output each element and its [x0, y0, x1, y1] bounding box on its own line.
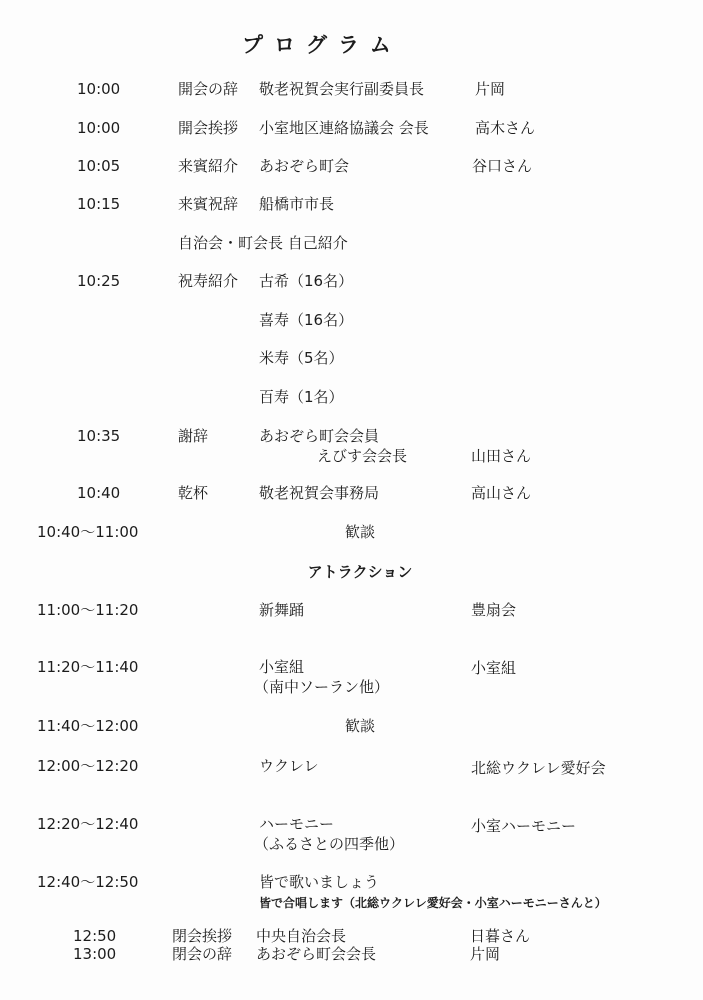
time: 12:40〜12:50: [37, 873, 139, 891]
time: 10:40〜11:00: [37, 523, 139, 541]
detail: 歓談: [344, 523, 376, 541]
detail: 百寿（1名）: [259, 388, 344, 406]
item: 祝寿紹介: [178, 272, 239, 290]
item: 閉会挨拶: [172, 927, 233, 945]
time: 12:50: [73, 927, 117, 945]
person: 日暮さん: [470, 927, 531, 945]
detail: 喜寿（16名）: [259, 311, 354, 329]
person: 山田さん: [471, 447, 532, 465]
person: 高木さん: [475, 119, 536, 137]
time: 11:00〜11:20: [37, 601, 139, 619]
detail: 歓談: [344, 717, 376, 735]
item: 開会の辞: [178, 80, 239, 98]
person: 谷口さん: [472, 157, 533, 175]
item: 来賓紹介: [178, 157, 239, 175]
time: 10:25: [77, 272, 121, 290]
detail: 小室地区連絡協議会 会長: [259, 119, 429, 137]
detail: 敬老祝賀会実行副委員長: [259, 80, 425, 98]
detail: 中央自治会長: [256, 927, 347, 945]
time: 11:40〜12:00: [37, 717, 139, 735]
item: 自治会・町会長 自己紹介: [178, 234, 348, 252]
detail: 新舞踊: [259, 601, 305, 619]
note: 皆で合唱します（北総ウクレレ愛好会・小室ハーモニーさんと）: [259, 896, 607, 910]
person: 片岡: [470, 945, 501, 963]
detail: 皆で歌いましょう: [259, 873, 380, 891]
detail-line-2: えびす会会長: [317, 447, 408, 465]
item: 来賓祝辞: [178, 195, 239, 213]
detail: ハーモニー: [259, 815, 335, 833]
detail: あおぞら町会会長: [256, 945, 377, 963]
detail: あおぞら町会会員: [259, 427, 380, 445]
item: 謝辞: [178, 427, 209, 445]
time: 10:05: [77, 157, 121, 175]
detail: 敬老祝賀会事務局: [259, 484, 380, 502]
time: 12:00〜12:20: [37, 757, 139, 775]
time: 10:00: [77, 119, 121, 137]
detail: あおぞら町会: [259, 157, 350, 175]
person: 北総ウクレレ愛好会: [471, 759, 606, 777]
time: 10:00: [77, 80, 121, 98]
page-title: プログラム: [242, 33, 402, 57]
person: 小室ハーモニー: [471, 817, 577, 835]
time: 10:15: [77, 195, 121, 213]
item: 閉会の辞: [172, 945, 233, 963]
time: 13:00: [73, 945, 117, 963]
detail-line-2: （南中ソーラン他）: [254, 678, 390, 696]
detail: 古希（16名）: [259, 272, 354, 290]
item: 乾杯: [178, 484, 209, 502]
time: 12:20〜12:40: [37, 815, 139, 833]
detail: ウクレレ: [259, 757, 319, 775]
detail: 船橋市市長: [259, 195, 335, 213]
person: 豊扇会: [471, 601, 517, 619]
time: 10:40: [77, 484, 121, 502]
person: 高山さん: [471, 484, 532, 502]
time: 11:20〜11:40: [37, 658, 139, 676]
detail: 小室組: [259, 658, 305, 676]
time: 10:35: [77, 427, 121, 445]
person: 片岡: [475, 80, 506, 98]
section-heading: アトラクション: [307, 563, 413, 581]
detail-line-2: （ふるさとの四季他）: [254, 835, 405, 853]
detail: 米寿（5名）: [259, 349, 344, 367]
item: 開会挨拶: [178, 119, 239, 137]
person: 小室組: [471, 659, 517, 677]
